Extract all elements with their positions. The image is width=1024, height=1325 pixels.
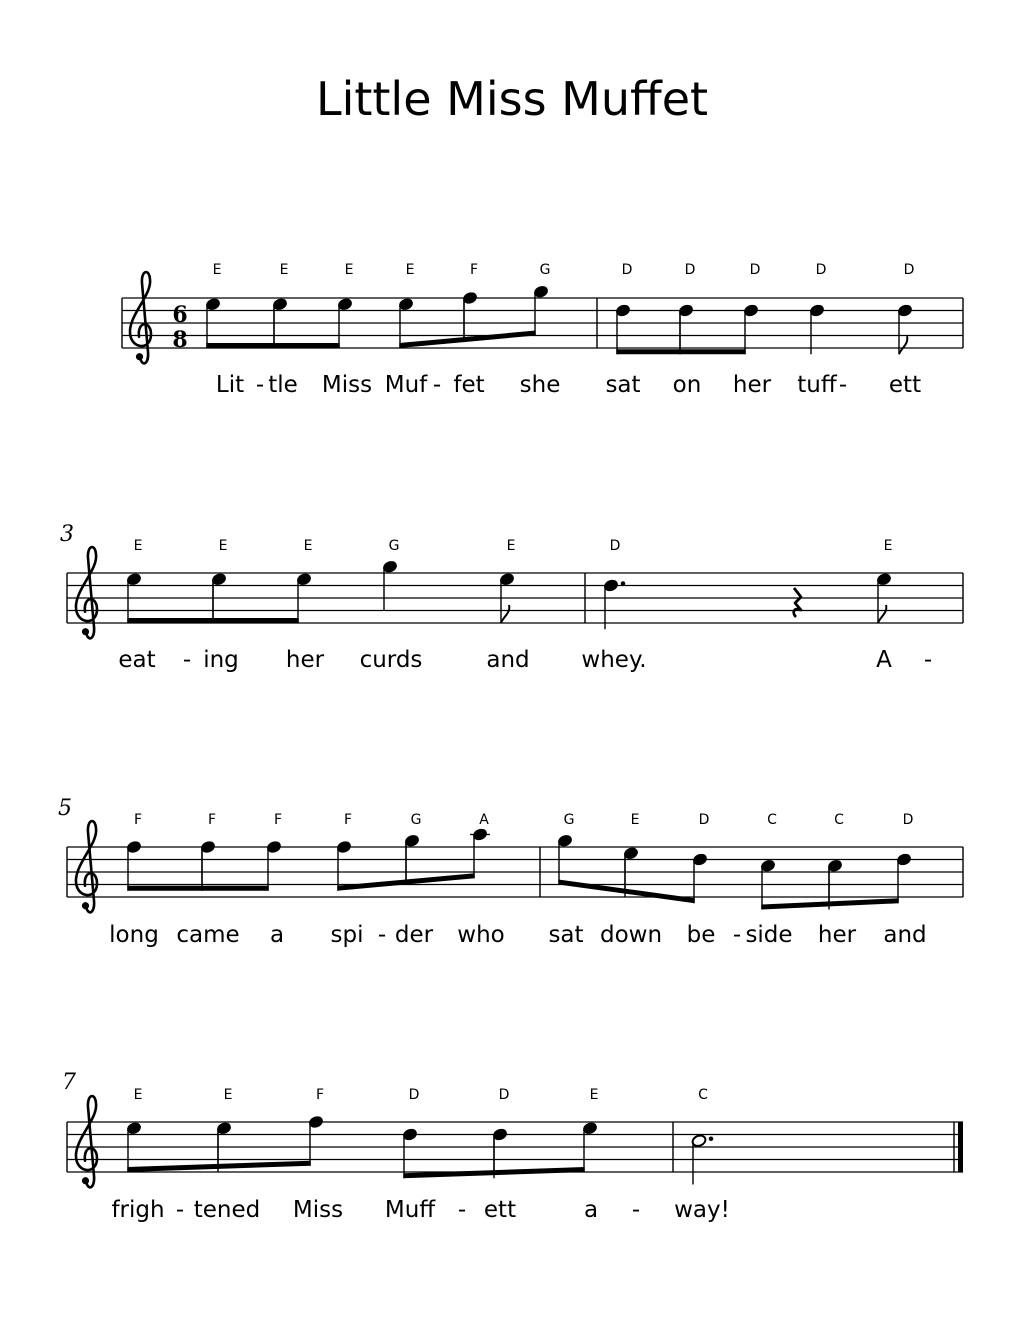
note-name-label: D — [815, 262, 827, 278]
lyric-syllable: ett — [888, 372, 922, 398]
treble-clef-icon — [130, 272, 151, 363]
time-signature-numerator: 6 — [172, 301, 188, 328]
quarter-rest — [794, 588, 801, 617]
lyric-syllable: way! — [674, 1197, 730, 1223]
note-name-label: F — [133, 812, 143, 828]
treble-clef-dot — [82, 1177, 89, 1184]
note-name-label: F — [207, 812, 217, 828]
note-name-label: E — [589, 1087, 599, 1103]
lyric-syllable: Muf — [384, 372, 428, 398]
beam — [127, 886, 268, 891]
time-signature-denominator: 8 — [172, 326, 188, 353]
lyric-syllable: tuff — [797, 372, 837, 398]
lyric-syllable: down — [599, 922, 663, 948]
note-name-label: E — [630, 812, 640, 828]
note-name-label: D — [684, 262, 696, 278]
note-name-label: C — [834, 812, 844, 828]
lyric-syllable: Miss — [292, 1197, 344, 1223]
note-name-label: D — [498, 1087, 510, 1103]
note-name-label: F — [469, 262, 479, 278]
treble-clef-icon — [76, 547, 97, 638]
augmentation-dot — [709, 1136, 714, 1141]
eighth-flag — [878, 605, 886, 623]
lyric-syllable: Lit — [215, 372, 245, 398]
note-name-label: D — [609, 538, 621, 554]
measure-number: 7 — [62, 1070, 76, 1095]
lyric-syllable: Muff — [384, 1197, 436, 1223]
note-name-label: F — [273, 812, 283, 828]
note-name-label: F — [343, 812, 353, 828]
beam — [127, 1161, 310, 1172]
note-name-label: E — [212, 262, 222, 278]
lyric-syllable: - — [457, 1197, 467, 1223]
staff-system — [58, 796, 963, 948]
treble-clef-icon — [76, 1096, 97, 1187]
note-name-label: E — [883, 538, 893, 554]
measure-number: 3 — [60, 522, 74, 547]
note-name-label: G — [563, 812, 575, 828]
lyric-syllable: - — [838, 372, 848, 398]
lyric-syllable: A — [876, 647, 892, 673]
note-name-label: E — [303, 538, 313, 554]
beam — [558, 880, 694, 904]
note-name-label: E — [279, 262, 289, 278]
lyric-syllable: - — [631, 1197, 641, 1223]
eighth-flag — [501, 605, 509, 623]
note-name-label: E — [133, 1087, 143, 1103]
note-name-label: E — [344, 262, 354, 278]
treble-clef-icon — [76, 821, 97, 912]
lyric-syllable: - — [255, 372, 265, 398]
note-name-label: E — [506, 538, 516, 554]
note-name-label: D — [698, 812, 710, 828]
note-name-label: C — [698, 1087, 708, 1103]
beam — [399, 331, 535, 349]
eighth-flag — [899, 336, 907, 354]
lyric-syllable: she — [519, 372, 561, 398]
note-name-label: D — [902, 812, 914, 828]
lyric-syllable: sat — [548, 922, 584, 948]
lyric-syllable: a — [269, 922, 285, 948]
lyric-syllable: - — [182, 647, 192, 673]
lyric-syllable: - — [923, 647, 933, 673]
lyric-syllable: tle — [268, 372, 298, 398]
augmentation-dot — [621, 581, 626, 586]
note-name-label: G — [410, 812, 422, 828]
lyric-syllable: - — [432, 372, 442, 398]
lyric-syllable: whey. — [581, 647, 647, 673]
beam — [761, 898, 898, 909]
lyric-syllable: ing — [203, 647, 239, 673]
lyric-syllable: be — [686, 922, 716, 948]
staff-system — [122, 262, 963, 398]
note-name-label: D — [621, 262, 633, 278]
lyric-syllable: came — [176, 922, 240, 948]
lyric-syllable: - — [377, 922, 387, 948]
lyric-syllable: and — [883, 922, 927, 948]
note-name-label: E — [405, 262, 415, 278]
lyric-syllable: on — [672, 372, 702, 398]
treble-clef-dot — [82, 902, 89, 909]
note-name-label: D — [408, 1087, 420, 1103]
treble-clef-dot — [136, 353, 143, 360]
lyric-syllable: Miss — [321, 372, 373, 398]
final-barline-thick — [958, 1122, 963, 1172]
note-name-label: D — [749, 262, 761, 278]
lyric-syllable: spi — [330, 922, 364, 948]
note-name-label: D — [903, 262, 915, 278]
lyric-syllable: curds — [359, 647, 423, 673]
lyric-syllable: and — [486, 647, 530, 673]
lyric-syllable: - — [732, 922, 742, 948]
note-name-label: F — [315, 1087, 325, 1103]
beam — [206, 343, 339, 348]
note-name-label: C — [767, 812, 777, 828]
note-name-label: E — [218, 538, 228, 554]
lyric-syllable: side — [745, 922, 793, 948]
lyric-syllable: frigh — [111, 1197, 165, 1223]
lyric-syllable: fet — [453, 372, 485, 398]
page-title: Little Miss Muffet — [315, 72, 709, 126]
lyric-syllable: tened — [193, 1197, 261, 1223]
note-name-label: E — [223, 1087, 233, 1103]
lyric-syllable: long — [109, 922, 159, 948]
lyric-syllable: der — [394, 922, 434, 948]
treble-clef-dot — [82, 628, 89, 635]
lyric-syllable: a — [583, 1197, 599, 1223]
lyric-syllable: her — [285, 647, 325, 673]
lyric-syllable: her — [817, 922, 857, 948]
lyric-syllable: her — [732, 372, 772, 398]
measure-number: 5 — [58, 796, 72, 821]
lyric-syllable: who — [457, 922, 505, 948]
staff-system — [60, 522, 963, 673]
staff-system — [62, 1070, 963, 1223]
lyric-syllable: - — [175, 1197, 185, 1223]
beam — [616, 349, 745, 354]
lyric-syllable: ett — [483, 1197, 517, 1223]
note-name-label: E — [133, 538, 143, 554]
staff-systems — [58, 262, 963, 1223]
note-name-label: G — [539, 262, 551, 278]
note-name-label: G — [388, 538, 400, 554]
lyric-syllable: sat — [605, 372, 641, 398]
lyric-syllable: eat — [118, 647, 156, 673]
note-name-label: A — [479, 812, 489, 828]
